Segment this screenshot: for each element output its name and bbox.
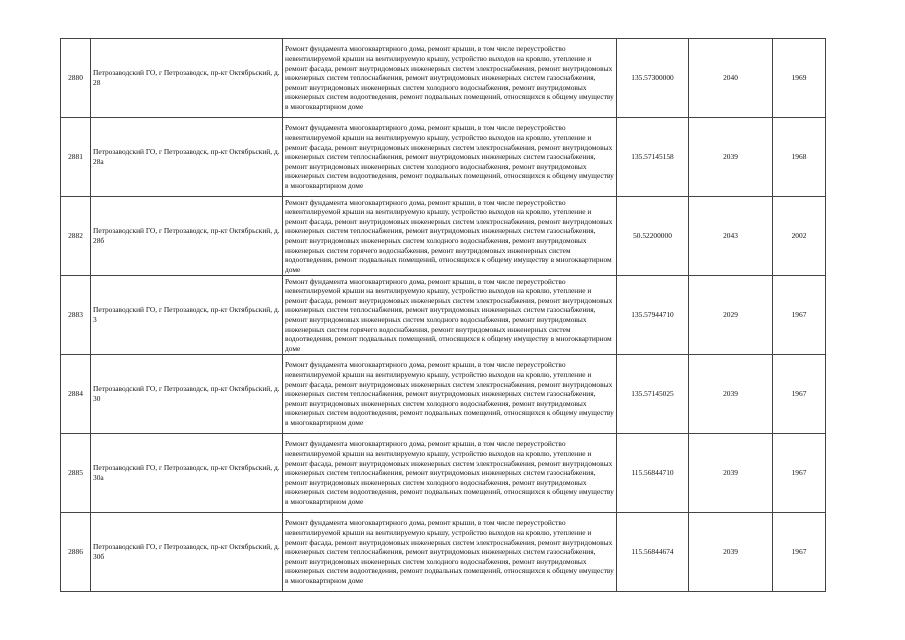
year-built-cell: 2002 [773, 197, 826, 276]
works-cell: Ремонт фундамента многоквартирного дома, ремонт крыши, в том числе переустройство невентилируемой крыши на вентилируемую крышу, устройство выходов на кровлю, утепление и ремонт фасада, ремонт внутридомовых инженерных систем электроснабжения, ремонт внутридомовых инженерных систем теплоснабжения, ремонт внутридомовых инженерных систем газоснабжения, ремонт внутридомовых инженерных систем холодного водоснабжения, ремонт внутридомовых инженерных систем водоотведения, ремонт подвальных помещений, относящихся к общему имуществу в многоквартирном доме [283, 39, 617, 118]
year-plan-cell: 2043 [689, 197, 773, 276]
table-row [61, 434, 826, 513]
row-number: 2882 [61, 197, 91, 276]
works-cell: Ремонт фундамента многоквартирного дома, ремонт крыши, в том числе переустройство невентилируемой крыши на вентилируемую крышу, устройство выходов на кровлю, утепление и ремонт фасада, ремонт внутридомовых инженерных систем электроснабжения, ремонт внутридомовых инженерных систем теплоснабжения, ремонт внутридомовых инженерных систем газоснабжения, ремонт внутридомовых инженерных систем холодного водоснабжения, ремонт внутридомовых инженерных систем горячего водоснабжения, ремонт внутридомовых инженерных систем водоотведения, ремонт подвальных помещений, относящихся к общему имуществу в многоквартирном доме [283, 276, 617, 355]
year-built-cell: 1967 [773, 513, 826, 592]
address-cell: Петрозаводский ГО, г Петрозаводск, пр-кт Октябрьский, д. 3 [91, 276, 283, 355]
value-cell: 115.56844674 [617, 513, 689, 592]
table-row [61, 355, 826, 434]
works-cell: Ремонт фундамента многоквартирного дома, ремонт крыши, в том числе переустройство невентилируемой крыши на вентилируемую крышу, устройство выходов на кровлю, утепление и ремонт фасада, ремонт внутридомовых инженерных систем электроснабжения, ремонт внутридомовых инженерных систем теплоснабжения, ремонт внутридомовых инженерных систем газоснабжения, ремонт внутридомовых инженерных систем холодного водоснабжения, ремонт внутридомовых инженерных систем водоотведения, ремонт подвальных помещений, относящихся к общему имуществу в многоквартирном доме [283, 118, 617, 197]
value-cell: 50.52200000 [617, 197, 689, 276]
year-plan-cell: 2039 [689, 118, 773, 197]
address-cell: Петрозаводский ГО, г Петрозаводск, пр-кт Октябрьский, д. 28а [91, 118, 283, 197]
works-cell: Ремонт фундамента многоквартирного дома, ремонт крыши, в том числе переустройство невентилируемой крыши на вентилируемую крышу, устройство выходов на кровлю, утепление и ремонт фасада, ремонт внутридомовых инженерных систем электроснабжения, ремонт внутридомовых инженерных систем теплоснабжения, ремонт внутридомовых инженерных систем газоснабжения, ремонт внутридомовых инженерных систем холодного водоснабжения, ремонт внутридомовых инженерных систем водоотведения, ремонт подвальных помещений, относящихся к общему имуществу в многоквартирном доме [283, 355, 617, 434]
year-built-cell: 1967 [773, 276, 826, 355]
works-cell: Ремонт фундамента многоквартирного дома, ремонт крыши, в том числе переустройство невентилируемой крыши на вентилируемую крышу, устройство выходов на кровлю, утепление и ремонт фасада, ремонт внутридомовых инженерных систем электроснабжения, ремонт внутридомовых инженерных систем теплоснабжения, ремонт внутридомовых инженерных систем газоснабжения, ремонт внутридомовых инженерных систем холодного водоснабжения, ремонт внутридомовых инженерных систем горячего водоснабжения, ремонт внутридомовых инженерных систем водоотведения, ремонт подвальных помещений, относящихся к общему имуществу в многоквартирном доме [283, 197, 617, 276]
table-row [61, 513, 826, 592]
row-number: 2885 [61, 434, 91, 513]
value-cell: 135.57145025 [617, 355, 689, 434]
year-plan-cell: 2039 [689, 434, 773, 513]
value-cell: 135.57145158 [617, 118, 689, 197]
table-row [61, 39, 826, 118]
value-cell: 135.57944710 [617, 276, 689, 355]
address-cell: Петрозаводский ГО, г Петрозаводск, пр-кт Октябрьский, д. 30б [91, 513, 283, 592]
year-plan-cell: 2029 [689, 276, 773, 355]
year-plan-cell: 2039 [689, 355, 773, 434]
year-built-cell: 1967 [773, 355, 826, 434]
address-cell: Петрозаводский ГО, г Петрозаводск, пр-кт Октябрьский, д. 28б [91, 197, 283, 276]
row-number: 2883 [61, 276, 91, 355]
row-number: 2886 [61, 513, 91, 592]
address-cell: Петрозаводский ГО, г Петрозаводск, пр-кт Октябрьский, д. 28 [91, 39, 283, 118]
year-built-cell: 1969 [773, 39, 826, 118]
row-number: 2884 [61, 355, 91, 434]
works-cell: Ремонт фундамента многоквартирного дома, ремонт крыши, в том числе переустройство невентилируемой крыши на вентилируемую крышу, устройство выходов на кровлю, утепление и ремонт фасада, ремонт внутридомовых инженерных систем электроснабжения, ремонт внутридомовых инженерных систем теплоснабжения, ремонт внутридомовых инженерных систем газоснабжения, ремонт внутридомовых инженерных систем холодного водоснабжения, ремонт внутридомовых инженерных систем водоотведения, ремонт подвальных помещений, относящихся к общему имуществу в многоквартирном доме [283, 513, 617, 592]
value-cell: 115.56844710 [617, 434, 689, 513]
table-row [61, 197, 826, 276]
address-cell: Петрозаводский ГО, г Петрозаводск, пр-кт Октябрьский, д. 30 [91, 355, 283, 434]
year-built-cell: 1967 [773, 434, 826, 513]
housing-repair-table [60, 38, 826, 592]
address-cell: Петрозаводский ГО, г Петрозаводск, пр-кт Октябрьский, д. 30а [91, 434, 283, 513]
works-cell: Ремонт фундамента многоквартирного дома, ремонт крыши, в том числе переустройство невентилируемой крыши на вентилируемую крышу, устройство выходов на кровлю, утепление и ремонт фасада, ремонт внутридомовых инженерных систем электроснабжения, ремонт внутридомовых инженерных систем теплоснабжения, ремонт внутридомовых инженерных систем газоснабжения, ремонт внутридомовых инженерных систем холодного водоснабжения, ремонт внутридомовых инженерных систем водоотведения, ремонт подвальных помещений, относящихся к общему имуществу в многоквартирном доме [283, 434, 617, 513]
table-row [61, 118, 826, 197]
year-plan-cell: 2040 [689, 39, 773, 118]
year-plan-cell: 2039 [689, 513, 773, 592]
year-built-cell: 1968 [773, 118, 826, 197]
row-number: 2880 [61, 39, 91, 118]
value-cell: 135.57300000 [617, 39, 689, 118]
table-row [61, 276, 826, 355]
row-number: 2881 [61, 118, 91, 197]
